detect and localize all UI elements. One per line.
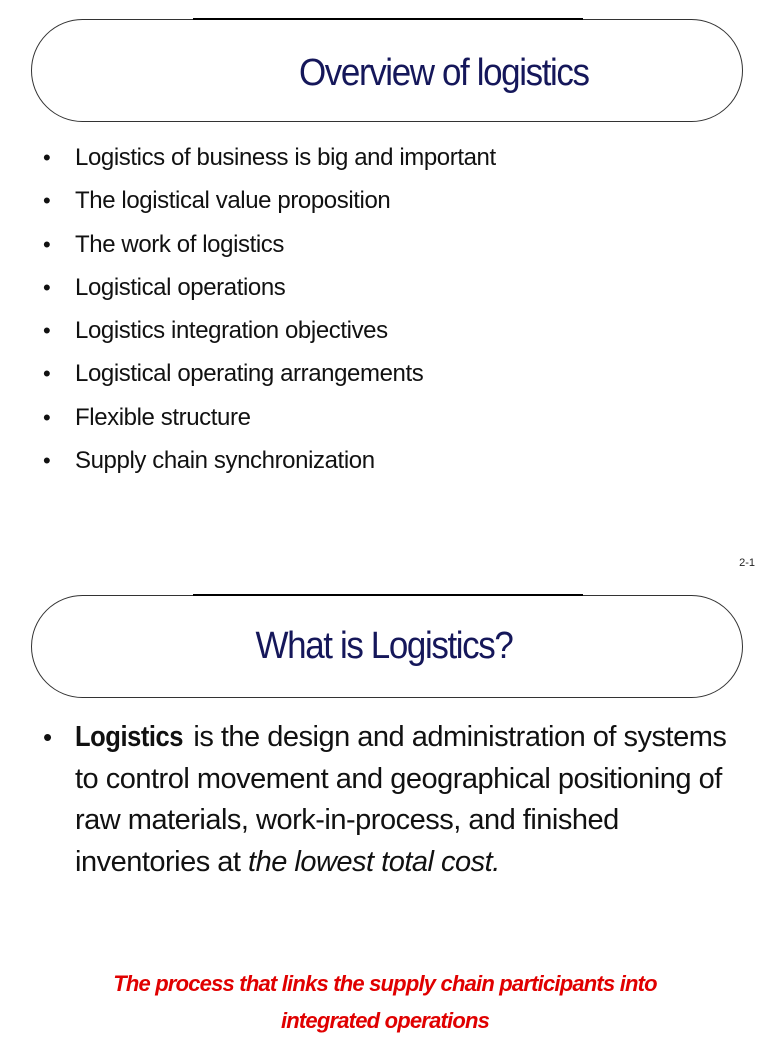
bullet-icon: • xyxy=(43,274,51,300)
list-item xyxy=(40,400,496,443)
list-item xyxy=(40,140,496,183)
list-item xyxy=(40,443,496,486)
definition-term: Logistics xyxy=(75,721,184,753)
slide-title: What is Logistics? xyxy=(255,625,513,667)
bullet-text: The logistical value proposition xyxy=(75,187,391,215)
bullet-icon: • xyxy=(43,145,51,170)
page-number: 2-1 xyxy=(739,557,755,569)
definition-body: is the design and administration of systems to control movement and geographical positioning of raw materials, work-in-process, and finished inventories at xyxy=(75,721,727,878)
bullet-text: The work of logistics xyxy=(75,230,285,258)
slide-definition xyxy=(0,580,768,1033)
definition-text xyxy=(40,717,730,883)
bullet-text: Logistical operations xyxy=(75,273,286,301)
title-rule xyxy=(193,594,583,596)
bullet-text: Logistics integration objectives xyxy=(75,317,388,345)
slide-title: Overview of logistics xyxy=(298,52,589,94)
bullet-text: Logistical operating arrangements xyxy=(75,360,424,388)
bullet-icon: • xyxy=(43,188,51,214)
definition-block xyxy=(40,717,730,883)
list-item xyxy=(40,270,496,313)
bullet-text: Flexible structure xyxy=(75,403,251,431)
list-item xyxy=(40,227,496,270)
bullet-icon: • xyxy=(43,231,51,257)
bullet-icon: • xyxy=(43,361,51,387)
tagline: The process that links the supply chain participants into integrated operations xyxy=(113,971,657,1033)
title-rule xyxy=(193,18,583,20)
list-item xyxy=(40,313,496,356)
definition-emphasis: the lowest total cost. xyxy=(248,845,500,878)
list-item xyxy=(40,356,496,399)
bullet-icon: • xyxy=(43,318,51,344)
bullet-icon: • xyxy=(43,404,51,430)
bullet-icon: • xyxy=(43,448,51,474)
bullet-icon: • xyxy=(43,722,52,752)
list-item xyxy=(40,183,496,226)
bullet-text: Supply chain synchronization xyxy=(75,447,375,475)
bullet-text: Logistics of business is big and important xyxy=(75,144,496,171)
bullet-list xyxy=(40,140,496,486)
